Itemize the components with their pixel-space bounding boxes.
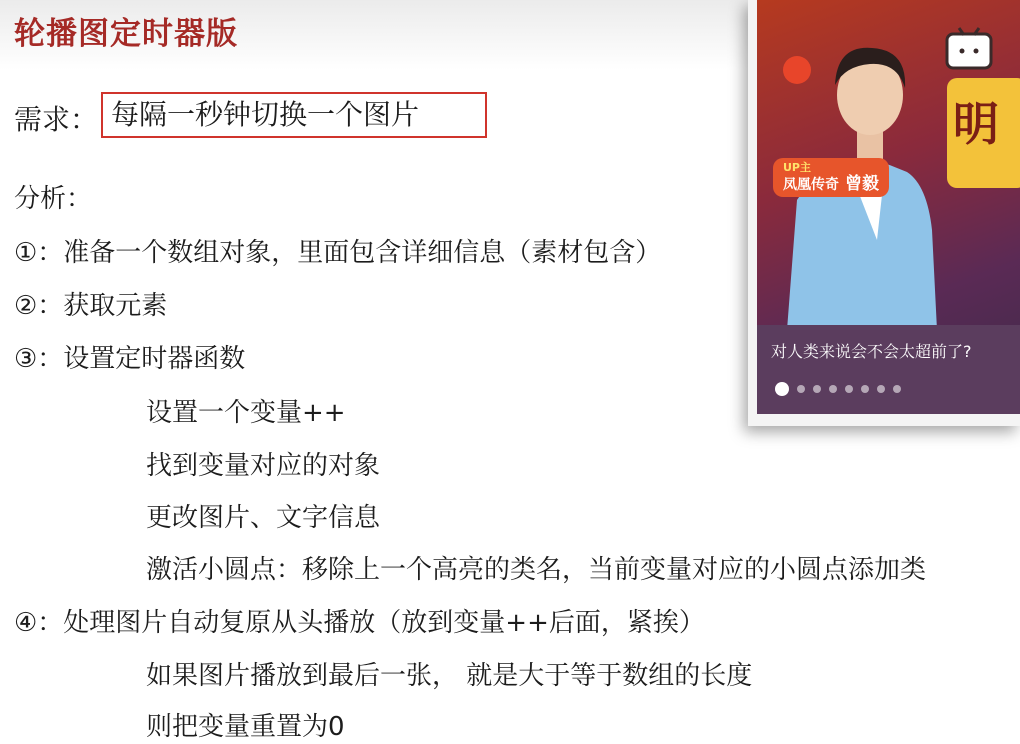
carousel-dot[interactable] — [775, 382, 789, 396]
carousel-preview — [748, 0, 1020, 426]
analysis-step-4-sub-1: 如果图片播放到最后一张， 就是大于等于数组的长度 — [146, 661, 753, 691]
requirement-box: 每隔一秒钟切换一个图片 — [101, 92, 487, 138]
carousel-dot[interactable] — [861, 385, 869, 393]
analysis-step-4: ④：处理图片自动复原从头播放（放到变量++后面，紧挨） — [14, 608, 705, 638]
analysis-step-2: ②：获取元素 — [14, 291, 168, 321]
analysis-step-3-sub-4: 激活小圆点：移除上一个高亮的类名，当前变量对应的小圆点添加类 — [146, 555, 927, 585]
badge-name: 曾毅 — [845, 174, 879, 194]
page-title: 轮播图定时器版 — [14, 16, 238, 52]
caption-bar — [757, 325, 1020, 414]
up-badge — [773, 158, 889, 197]
carousel-image[interactable] — [757, 0, 1020, 414]
analysis-step-1: ①：准备一个数组对象，里面包含详细信息（素材包含） — [14, 238, 662, 268]
analysis-step-3-sub-3: 更改图片、文字信息 — [146, 503, 381, 533]
analysis-step-3-sub-2: 找到变量对应的对象 — [146, 451, 381, 481]
analysis-heading: 分析： — [14, 184, 93, 214]
carousel-dot[interactable] — [813, 385, 821, 393]
carousel-dot[interactable] — [797, 385, 805, 393]
badge-group: 凤凰传奇 — [783, 177, 839, 193]
badge-up-label: UP主 — [783, 161, 811, 174]
requirement-label: 需求： — [14, 103, 99, 136]
carousel-dot[interactable] — [877, 385, 885, 393]
carousel-dot[interactable] — [845, 385, 853, 393]
analysis-step-3: ③：设置定时器函数 — [14, 344, 246, 374]
bilibili-tv-icon — [947, 28, 991, 68]
banner-text: 明 — [953, 97, 999, 151]
carousel-dot[interactable] — [893, 385, 901, 393]
carousel-dot[interactable] — [829, 385, 837, 393]
analysis-step-4-sub-2: 则把变量重置为0 — [146, 712, 345, 742]
carousel-caption[interactable]: 对人类来说会不会太超前了? — [771, 342, 972, 361]
analysis-step-3-sub-1: 设置一个变量++ — [146, 398, 346, 428]
lantern-icon — [783, 56, 811, 84]
